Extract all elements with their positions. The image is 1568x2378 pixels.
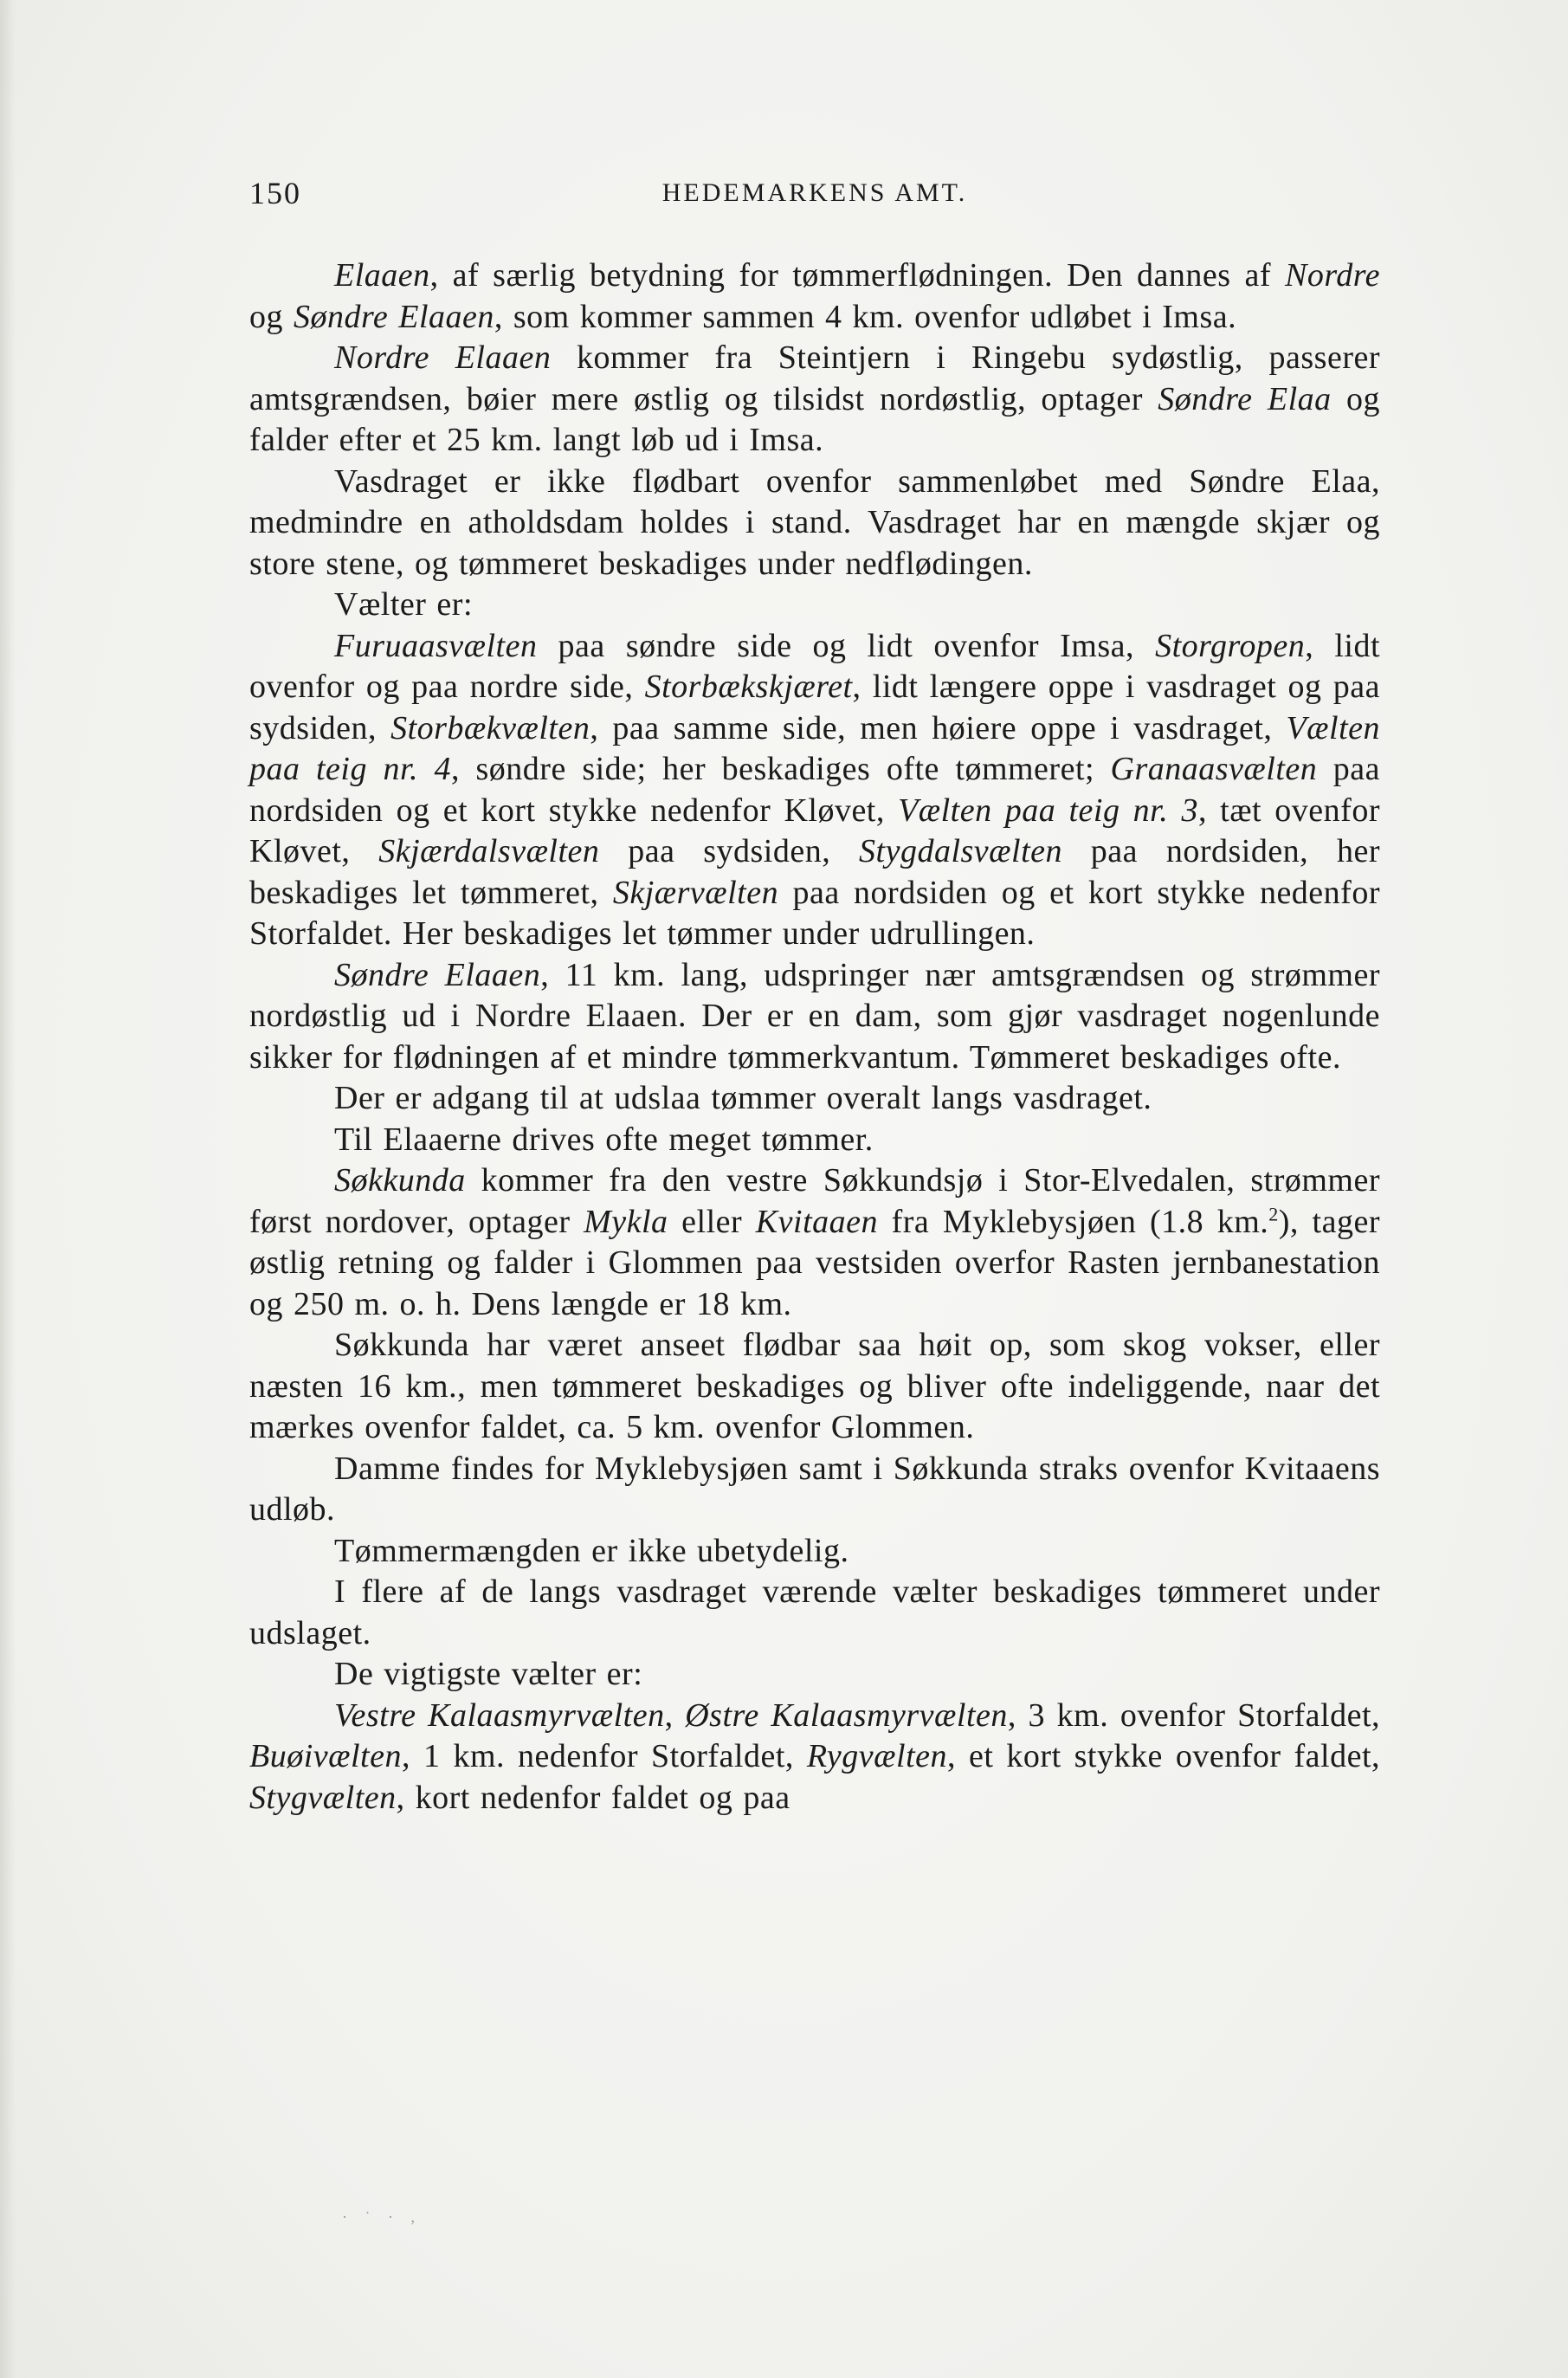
italic-term: Storbækskjæret bbox=[644, 669, 853, 705]
italic-term: Vælten paa teig nr. 3 bbox=[898, 792, 1198, 829]
paragraph bbox=[249, 1078, 1380, 1120]
running-head: HEDEMARKENS AMT. bbox=[661, 178, 968, 207]
text-run: Vasdraget er ikke flødbart ovenfor sammenløbet med Søndre Elaa, medmindre en atholdsdam holdes i stand. Vasdraget har en mængde skjær og store stene, og tømmeret beskadiges under nedflødingen. bbox=[249, 462, 1380, 582]
paragraph bbox=[249, 338, 1380, 462]
text-run: , tæt ovenfor Kløvet, bbox=[249, 792, 1380, 869]
text-run: Til Elaaerne drives ofte meget tømmer. bbox=[334, 1121, 874, 1158]
text-run: fra Myklebysjøen (1.8 km. bbox=[878, 1203, 1269, 1240]
text-run: paa søndre side og lidt ovenfor Imsa, bbox=[537, 627, 1156, 664]
italic-term: Stygvælten bbox=[249, 1779, 397, 1816]
italic-term: Stygdalsvælten bbox=[859, 833, 1062, 869]
scan-speck: · ˙ · , bbox=[342, 2208, 422, 2226]
italic-term: Søndre Elaa bbox=[1158, 380, 1332, 417]
superscript: 2 bbox=[1268, 1202, 1279, 1225]
text-run: , lidt længere oppe i vasdraget og paa sydsiden, bbox=[249, 669, 1381, 746]
paragraph bbox=[249, 1654, 1380, 1696]
text-run: kommer fra Steintjern i Ringebu sydøstlig, passerer amtsgrændsen, bøier mere østlig og tilsidst nordøstlig, optager bbox=[249, 339, 1380, 417]
text-run: paa nordsiden, her beskadiges let tømmeret, bbox=[249, 833, 1380, 911]
italic-term: Nordre bbox=[1285, 257, 1380, 294]
page-number: 150 bbox=[249, 176, 301, 210]
text-run: , af særlig betydning for tømmerflødningen. Den dannes af bbox=[429, 257, 1286, 294]
italic-term: Buøivælten bbox=[249, 1738, 402, 1774]
italic-term: Mykla bbox=[584, 1203, 668, 1240]
text-run: , paa samme side, men høiere oppe i vasdraget, bbox=[590, 709, 1287, 746]
text-run: paa sydsiden, bbox=[599, 833, 860, 869]
italic-term: Granaasvælten bbox=[1110, 751, 1318, 787]
text-run: De vigtigste vælter er: bbox=[334, 1656, 643, 1692]
italic-term: Nordre Elaaen bbox=[334, 339, 552, 376]
paragraph bbox=[249, 1696, 1380, 1819]
italic-term: Furuaasvælten bbox=[334, 627, 538, 664]
italic-term: Vælten paa teig nr. 4 bbox=[249, 709, 1380, 787]
paragraph bbox=[249, 1160, 1380, 1325]
text-run: eller bbox=[668, 1203, 756, 1240]
italic-term: Søkkunda bbox=[334, 1162, 466, 1199]
text-run: , søndre side; her beskadiges ofte tømmeret; bbox=[451, 751, 1111, 787]
text-run: , bbox=[664, 1696, 686, 1734]
text-run: Damme findes for Myklebysjøen samt i Søkkunda straks ovenfor Kvitaaens udløb. bbox=[249, 1450, 1380, 1528]
text-run: Der er adgang til at udslaa tømmer overalt langs vasdraget. bbox=[334, 1080, 1152, 1116]
paragraph bbox=[249, 626, 1380, 955]
paragraph bbox=[249, 1449, 1380, 1531]
text-run: I flere af de langs vasdraget værende vælter beskadiges tømmeret under udslaget. bbox=[249, 1573, 1380, 1651]
italic-term: Vestre Kalaasmyrvælten bbox=[334, 1696, 665, 1734]
italic-term: Søndre Elaaen bbox=[294, 298, 494, 335]
text-run: kommer fra den vestre Søkkundsjø i Stor-Elvedalen, strømmer først nordover, optager bbox=[249, 1162, 1380, 1240]
page-edge-shadow bbox=[0, 0, 16, 2378]
italic-term: Kvitaaen bbox=[755, 1203, 878, 1240]
italic-term: Storgropen bbox=[1155, 627, 1306, 664]
paragraph bbox=[249, 1572, 1380, 1654]
text-run: ), tager østlig retning og falder i Glommen paa vestsiden overfor Rasten jernbanestation og 250 m. o. h. Dens længde er 18 km. bbox=[249, 1203, 1380, 1322]
paragraph bbox=[249, 585, 1380, 626]
paragraph bbox=[249, 955, 1380, 1079]
italic-term: Storbækvælten bbox=[390, 709, 590, 746]
italic-term: Søndre Elaaen bbox=[334, 956, 541, 993]
text-run: Vælter er: bbox=[334, 586, 474, 623]
italic-term: Skjærdalsvælten bbox=[378, 833, 600, 869]
text-run: , 11 km. lang, udspringer nær amtsgrændsen og strømmer nordøstlig ud i Nordre Elaaen. Der er en dam, som gjør vasdraget nogenlunde sikker for flødningen af et mindre tømmerkvantum. Tømmeret beskadiges ofte. bbox=[249, 956, 1380, 1076]
page-header bbox=[249, 175, 1380, 218]
text-run: Søkkunda har været anseet flødbar saa høit op, som skog vokser, eller næsten 16 km., men tømmeret beskadiges og bliver ofte indeliggende, naar det mærkes ovenfor faldet, ca. 5 km. ovenfor Glommen. bbox=[249, 1327, 1380, 1445]
paragraph bbox=[249, 255, 1380, 338]
text-run: paa nordsiden og et kort stykke nedenfor Storfaldet. Her beskadiges let tømmer under udrullingen. bbox=[249, 874, 1380, 952]
italic-term: Østre Kalaasmyrvælten bbox=[685, 1696, 1008, 1734]
text-run: , lidt ovenfor og paa nordre side, bbox=[249, 627, 1380, 705]
text-run: paa nordsiden og et kort stykke nedenfor Kløvet, bbox=[249, 751, 1380, 829]
text-run: og bbox=[249, 298, 294, 335]
text-run: , kort nedenfor faldet og paa bbox=[396, 1779, 790, 1816]
italic-term: Elaaen bbox=[334, 257, 430, 294]
text-run: , 1 km. nedenfor Storfaldet, bbox=[401, 1738, 807, 1774]
text-run: Tømmermængden er ikke ubetydelig. bbox=[334, 1532, 849, 1569]
paragraph bbox=[249, 1531, 1380, 1573]
paragraph bbox=[249, 462, 1380, 585]
text-run: , som kommer sammen 4 km. ovenfor udløbet i Imsa. bbox=[494, 298, 1237, 335]
paragraph bbox=[249, 1325, 1380, 1449]
italic-term: Skjærvælten bbox=[612, 874, 779, 911]
text-run: , et kort stykke ovenfor faldet, bbox=[947, 1738, 1381, 1774]
italic-term: Rygvælten bbox=[806, 1738, 947, 1774]
paragraph bbox=[249, 1120, 1380, 1161]
body-text bbox=[249, 255, 1380, 1819]
text-run: , 3 km. ovenfor Storfaldet, bbox=[1007, 1696, 1380, 1734]
text-run: og falder efter et 25 km. langt løb ud i Imsa. bbox=[249, 380, 1381, 458]
